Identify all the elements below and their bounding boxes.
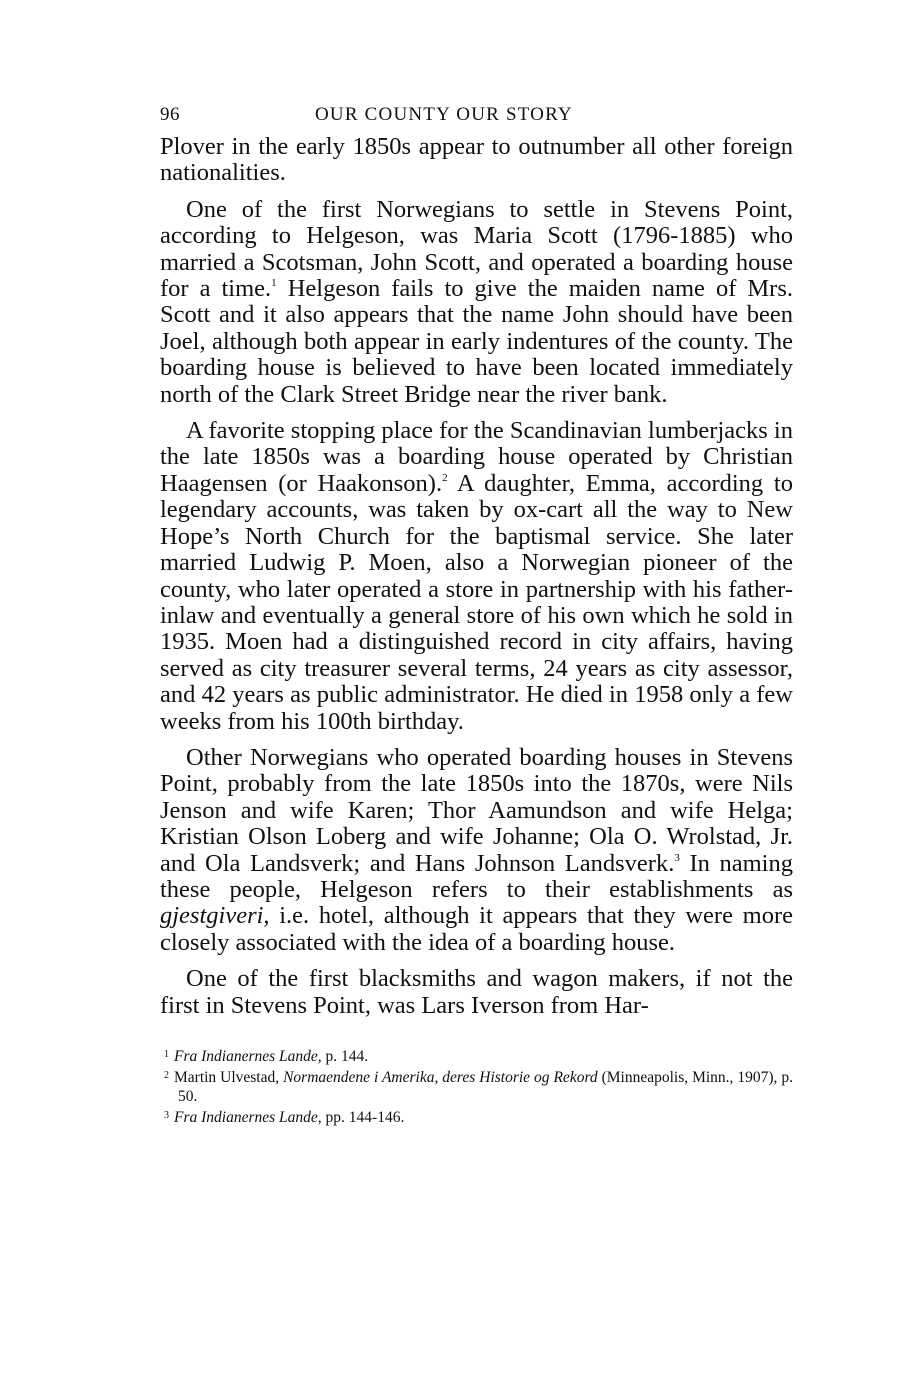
- paragraph-text: Plover in the early 1850s appear to outnumber all other foreign nationalities.: [160, 133, 793, 187]
- paragraph-text: Other Norwegians who operated boarding houses in Stevens Point, probably from the late 1850s into the 1870s, were Nils Jenson and wife Karen; Thor Aamundson and wife Helga; Kristian Olson Loberg and wife Johanne; Ola O. Wrolstad, Jr. and Ola Landsverk; and Hans Johnson Landsverk.: [160, 743, 793, 877]
- book-page: [160, 100, 793, 1127]
- paragraph-haagensen: [160, 418, 793, 735]
- paragraph-text: Helgeson fails to give the maiden name of Mrs. Scott and it also appears that the name John should have been Joel, although both appear in early indentures of the county. The boarding house is believed to have been located immediately north of the Clark Street Bridge near the river bank.: [160, 275, 793, 408]
- paragraph-text: A favorite stopping place for the Scandinavian lumberjacks in the late 1850s was a boarding house operated by Christian Haagensen (or Haakonson).: [160, 417, 793, 497]
- running-head: [160, 100, 793, 134]
- paragraph-text: One of the first blacksmiths and wagon makers, if not the first in Stevens Point, was Lars Iverson from Har-: [160, 965, 793, 1019]
- paragraph-maria-scott: [160, 197, 793, 408]
- paragraph-text: A daughter, Emma, according to legendary accounts, was taken by ox-cart all the way to New Hope’s North Church for the baptismal service. She later married Ludwig P. Moen, also a Norwegian pioneer of the county, who later operated a store in partnership with his father-inlaw and eventually a general store of his own which he sold in 1935. Moen had a distinguished record in city affairs, having served as city treasurer several terms, 24 years as city assessor, and 42 years as public administrator. He died in 1958 only a few weeks from his 100th birthday.: [160, 469, 793, 735]
- footnote-3: [164, 1106, 793, 1127]
- footnote-title: Fra Indianernes Lande,: [174, 1048, 322, 1065]
- paragraph-continued: [160, 134, 793, 187]
- footnote-2: [164, 1066, 793, 1106]
- body-text: [160, 134, 793, 1019]
- footnote-mark: 3: [164, 1110, 169, 1121]
- footnote-title: Fra Indianernes Lande,: [174, 1109, 322, 1126]
- footnote-1: [164, 1045, 793, 1066]
- paragraph-blacksmiths: [160, 966, 793, 1019]
- footnote-reference-1: 1: [271, 277, 277, 290]
- paragraph-boarding-houses: [160, 745, 793, 956]
- footnote-text: (Minneapolis, Minn., 1907), p. 50.: [178, 1069, 793, 1105]
- paragraph-text: In naming these people, Helgeson refers to their establishments as: [160, 849, 793, 903]
- footnote-mark: 1: [164, 1049, 169, 1060]
- footnote-mark: 2: [164, 1070, 169, 1081]
- footnote-text: Martin Ulvestad,: [174, 1069, 284, 1086]
- paragraph-text: One of the first Norwegians to settle in Stevens Point, according to Helgeson, was Maria Scott (1796-1885) who married a Scotsman, John Scott, and operated a boarding house for a time.: [160, 195, 793, 303]
- page-number: 96: [160, 104, 180, 125]
- footnote-text: pp. 144-146.: [321, 1109, 405, 1126]
- footnote-reference-3: 3: [674, 851, 680, 864]
- footnotes: [160, 1045, 793, 1127]
- footnote-reference-2: 2: [442, 471, 448, 484]
- footnote-text: p. 144.: [321, 1048, 369, 1065]
- italic-term: gjestgiveri,: [160, 902, 270, 930]
- running-title: OUR COUNTY OUR STORY: [315, 104, 573, 125]
- footnote-title: Normaendene i Amerika, deres Historie og Rekord: [283, 1069, 598, 1086]
- paragraph-text: i.e. hotel, although it appears that they were more closely associated with the idea of a boarding house.: [160, 902, 793, 956]
